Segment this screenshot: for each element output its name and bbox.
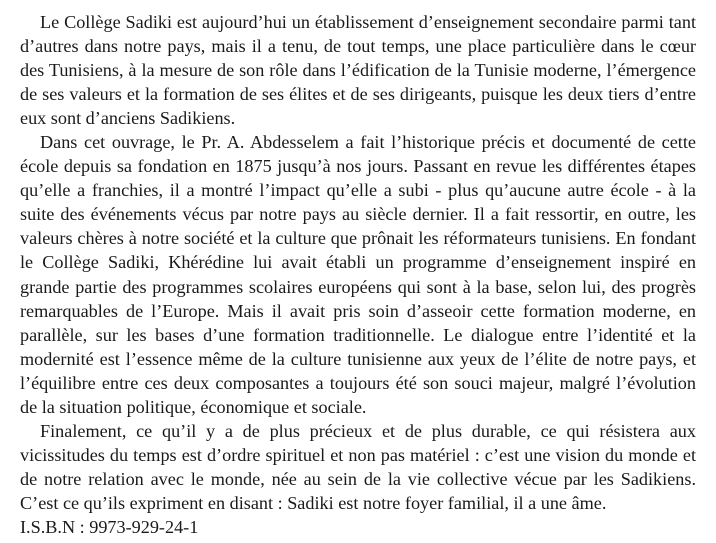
paragraph-history: Dans cet ouvrage, le Pr. A. Abdesselem a fait l’historique précis et documenté de cette école depuis sa fondation en 1875 jusqu’à nos jours. Passant en revue les différentes étapes qu’elle a franchies, il a montré l’impact qu’elle a subi - plus qu’aucune autre école - à la suite des événements vécus par notre pays au siècle dernier. Il a fait ressortir, en outre, les valeurs chères à notre société et la culture que prônait les réformateurs tunisiens. En fondant le Collège Sadiki, Khérédine lui avait établi un programme d’enseignement inspiré en grande partie des programmes scolaires européens qui sont à la base, selon lui, des progrès remarquables de l’Europe. Mais il avait pris soin d’asseoir cette formation moderne, en parallèle, sur les bases d’une formation traditionnelle. Le dialogue entre l’identité et la modernité est l’essence même de la culture tunisienne aux yeux de l’élite de notre pays, et l’équilibre entre ces deux composantes a toujours été son souci majeur, malgré l’évolution de la situation politique, économique et sociale. [20, 132, 696, 417]
paragraph-conclusion: Finalement, ce qu’il y a de plus précieux et de plus durable, ce qui résistera aux vicissitudes du temps est d’ordre spirituel et non pas matériel : c’est une vision du monde et de notre relation avec le monde, née au sein de la vie collective vécue par les Sadikiens. C’est ce qu’ils expriment en disant : Sadiki est notre foyer familial, il a une âme. [20, 420, 696, 513]
paragraph-intro: Le Collège Sadiki est aujourd’hui un établissement d’enseignement secondaire parmi tant d’autres dans notre pays, mais il a tenu, de tout temps, une place particulière dans le cœur des Tunisiens, à la mesure de son rôle dans l’édification de la Tunisie moderne, l’émergence de ses valeurs et la formation de ses élites et de ses dirigeants, puisque les deux tiers d’entre eux sont d’anciens Sadikiens. [20, 12, 696, 129]
isbn-line: I.S.B.N : 9973-929-24-1 [20, 516, 199, 537]
